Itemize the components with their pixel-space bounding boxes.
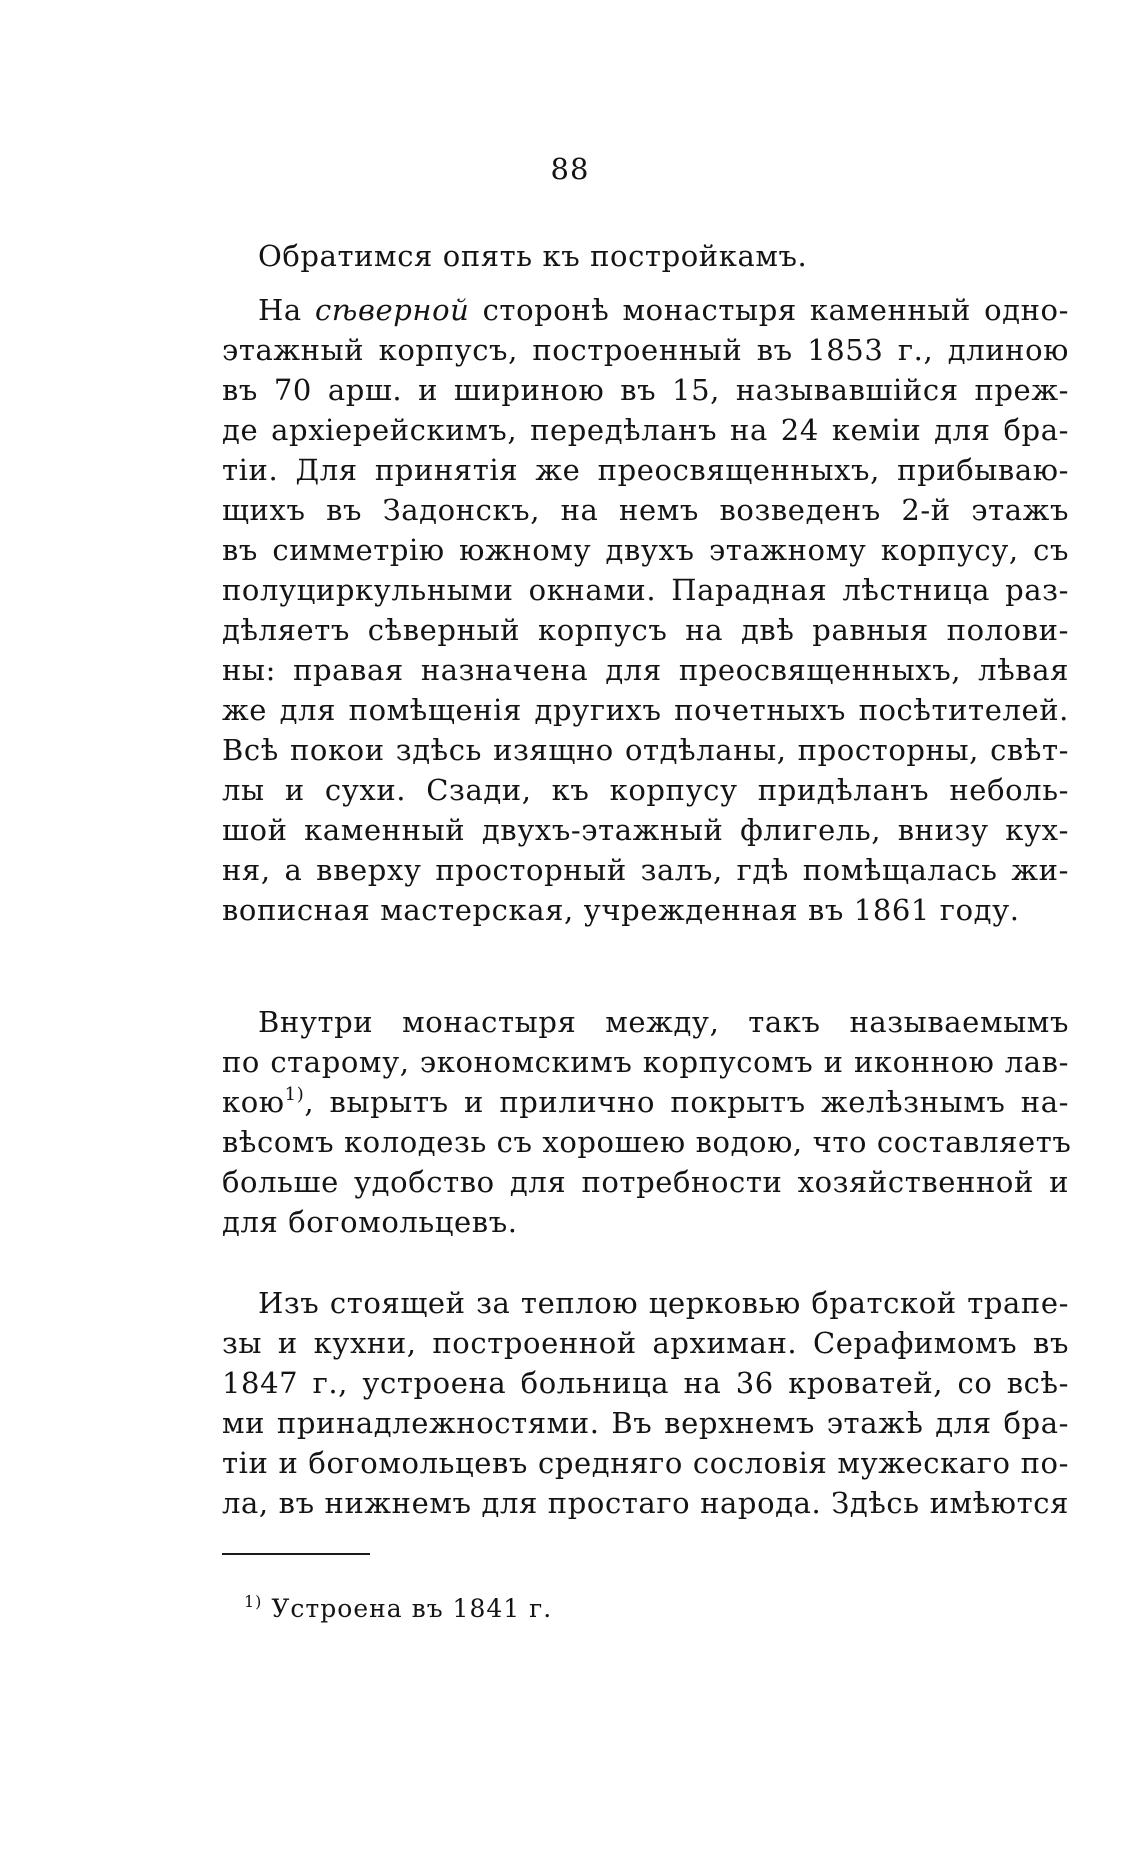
paragraph xyxy=(222,290,1069,930)
text-fragment: , вырытъ и прилично покрытъ желѣзнымъ на- xyxy=(304,1085,1069,1119)
text-line: ла, въ нижнемъ для простаго народа. Здѣсь имѣются xyxy=(222,1486,1069,1520)
footnote-divider xyxy=(222,1553,370,1555)
text-line: въ 70 арш. и шириною въ 15, называвшійся преж- xyxy=(222,373,1069,407)
text-line: тіи. Для принятія же преосвященныхъ, прибываю- xyxy=(222,453,1069,487)
text-line: этажный корпусъ, построенный въ 1853 г., длиною xyxy=(222,333,1069,367)
footnote-text: Устроена въ 1841 г. xyxy=(262,1594,553,1623)
text-line xyxy=(222,1082,1069,1122)
text-line: лы и сухи. Сзади, къ корпусу придѣланъ неболь- xyxy=(222,773,1069,807)
emphasized-word: сѣверной xyxy=(314,293,470,327)
text-line: для богомольцевъ. xyxy=(222,1205,518,1239)
page-number: 88 xyxy=(550,152,590,186)
text-line: полуциркульными окнами. Парадная лѣстница раз- xyxy=(222,573,1069,607)
footnote xyxy=(244,1594,552,1623)
text-line: дѣляетъ сѣверный корпусъ на двѣ равныя полови- xyxy=(222,613,1069,647)
text-line: зы и кухни, построенной архиман. Серафимомъ въ xyxy=(222,1326,1069,1360)
footnote-marker: 1) xyxy=(244,1592,263,1611)
text-line: Внутри монастыря между, такъ называемымъ xyxy=(258,1005,1069,1039)
text-line: Изъ стоящей за теплою церковью братской трапе- xyxy=(258,1286,1069,1320)
text-line: тіи и богомольцевъ средняго сословія мужескаго по- xyxy=(222,1446,1069,1480)
text-line: де архіерейскимъ, передѣланъ на 24 кеміи для бра- xyxy=(222,413,1069,447)
text-line: больше удобство для потребности хозяйственной и xyxy=(222,1165,1069,1199)
text-line: въ симметрію южному двухъ этажному корпусу, съ xyxy=(222,533,1069,567)
text-fragment: кою xyxy=(222,1085,285,1119)
text-line: вѣсомъ колодезь съ хорошею водою, что составляетъ xyxy=(222,1125,1072,1159)
text-line: вописная мастерская, учрежденная въ 1861 году. xyxy=(222,893,1020,927)
text-line: же для помѣщенія другихъ почетныхъ посѣтителей. xyxy=(222,693,1069,727)
paragraph xyxy=(222,1002,1072,1242)
text-fragment: На xyxy=(258,293,302,327)
paragraph xyxy=(222,1283,1069,1523)
text-line: по старому, экономскимъ корпусомъ и иконною лав- xyxy=(222,1045,1069,1079)
footnote-reference[interactable]: 1) xyxy=(284,1084,305,1105)
text-line: ны: правая назначена для преосвященныхъ, лѣвая xyxy=(222,653,1069,687)
text-line: 1847 г., устроена больница на 36 кроватей, со всѣ- xyxy=(222,1366,1069,1400)
text-line: шой каменный двухъ-этажный флигель, внизу кух- xyxy=(222,813,1069,847)
text-line: Обратимся опять къ постройкамъ. xyxy=(258,239,808,273)
text-line: ми принадлежностями. Въ верхнемъ этажѣ для бра- xyxy=(222,1406,1069,1440)
text-line: ня, а вверху просторный залъ, гдѣ помѣщалась жи- xyxy=(222,853,1069,887)
text-line xyxy=(222,290,1069,330)
paragraph xyxy=(222,236,1069,276)
text-fragment: сторонѣ монастыря каменный одно- xyxy=(482,293,1069,327)
text-line: Всѣ покои здѣсь изящно отдѣланы, просторны, свѣт- xyxy=(222,733,1069,767)
text-line: щихъ въ Задонскъ, на немъ возведенъ 2-й этажъ xyxy=(222,493,1069,527)
